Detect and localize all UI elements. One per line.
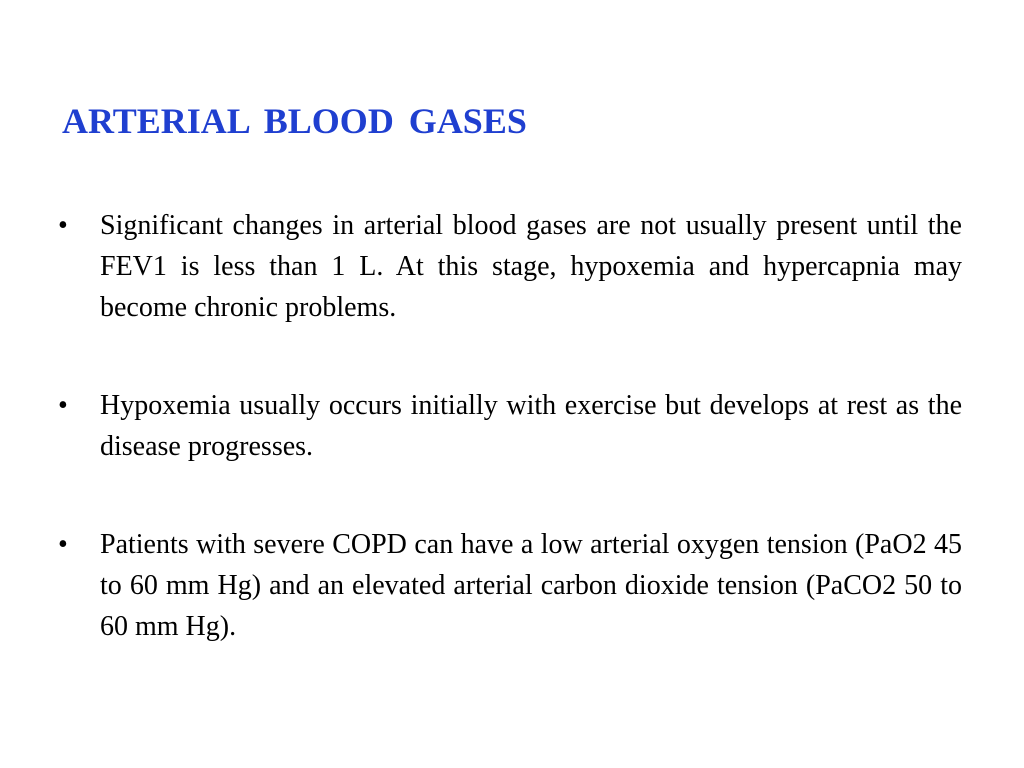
bullet-item: [58, 385, 962, 467]
bullet-icon: •: [58, 390, 68, 421]
bullet-icon: •: [58, 210, 68, 241]
bullet-item: [58, 524, 962, 647]
bullet-text: Hypoxemia usually occurs initially with exercise but develops at rest as the disease progresses.: [100, 390, 962, 462]
bullet-item: [58, 205, 962, 328]
bullet-text: Patients with severe COPD can have a low arterial oxygen tension (PaO2 45 to 60 mm Hg) and an elevated arterial carbon dioxide tension (PaCO2 50 to 60 mm Hg).: [100, 529, 962, 642]
slide-title: ARTERIAL BLOOD GASES: [62, 101, 527, 141]
bullet-text: Significant changes in arterial blood gases are not usually present until the FEV1 is less than 1 L. At this stage, hypoxemia and hypercapnia may become chronic problems.: [100, 210, 962, 323]
bullet-icon: •: [58, 529, 68, 560]
bullet-list: [58, 205, 962, 647]
